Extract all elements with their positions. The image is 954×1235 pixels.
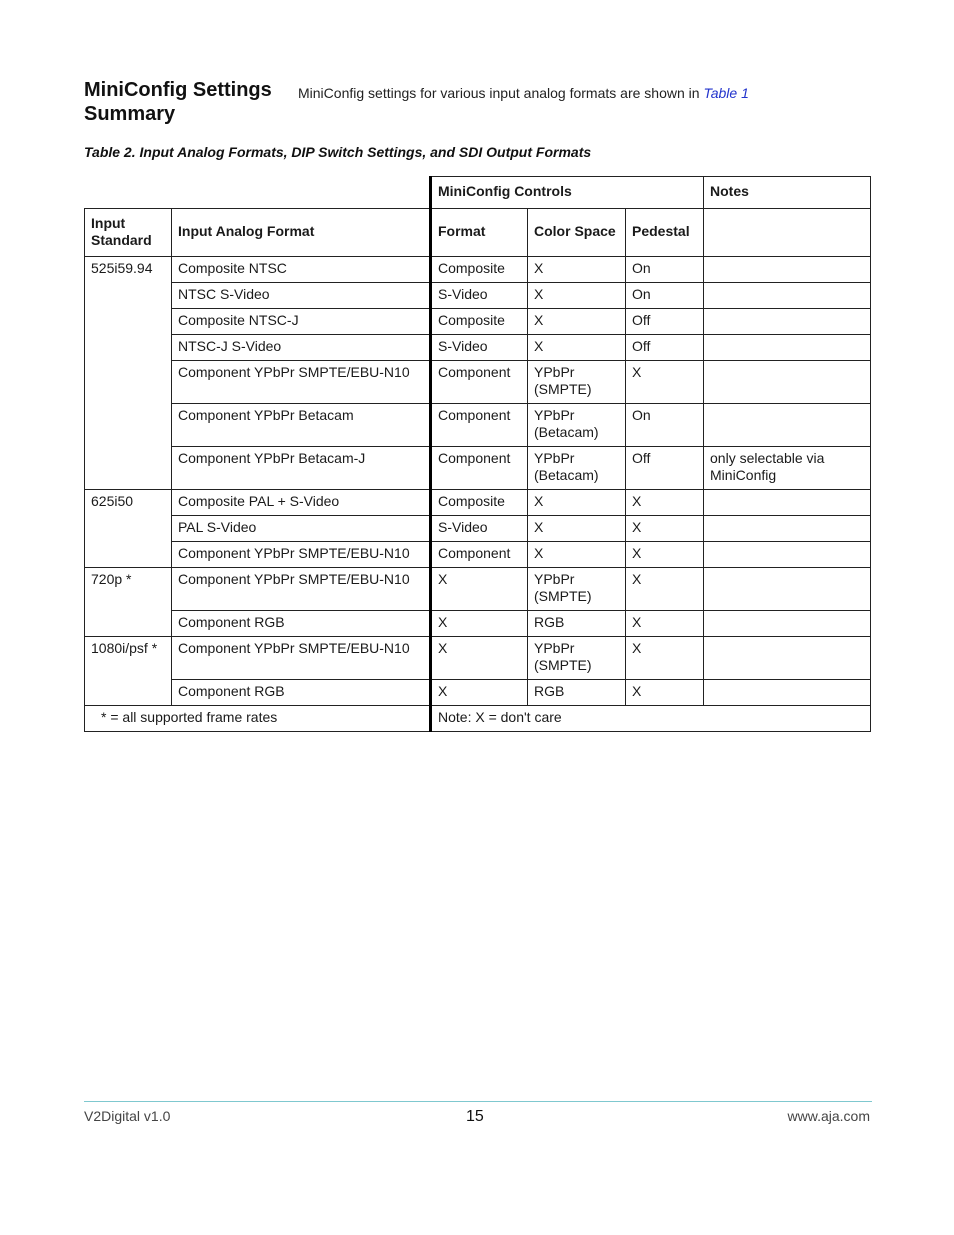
table-1-link[interactable]: Table 1 [703, 85, 749, 101]
notes-cell [704, 335, 871, 361]
input-format-cell: PAL S-Video [172, 516, 431, 542]
pedestal-cell: X [626, 568, 704, 611]
notes-cell: only selectable via MiniConfig [704, 447, 871, 490]
notes-cell [704, 516, 871, 542]
table-caption: Table 2. Input Analog Formats, DIP Switch Settings, and SDI Output Formats [84, 144, 592, 160]
table-body [85, 257, 871, 706]
input-format-cell: Component YPbPr SMPTE/EBU-N10 [172, 361, 431, 404]
input-format-cell: Composite PAL + S-Video [172, 490, 431, 516]
format-cell: S-Video [431, 335, 528, 361]
format-cell: Composite [431, 257, 528, 283]
notes-cell [704, 257, 871, 283]
pedestal-cell: Off [626, 309, 704, 335]
color-space-cell: X [528, 335, 626, 361]
intro-paragraph [298, 84, 749, 102]
notes-header: Notes [704, 177, 871, 209]
table-row [85, 637, 871, 680]
input-format-cell: Composite NTSC-J [172, 309, 431, 335]
color-space-cell: YPbPr (SMPTE) [528, 361, 626, 404]
pedestal-cell: X [626, 611, 704, 637]
input-format-cell: Component YPbPr SMPTE/EBU-N10 [172, 637, 431, 680]
input-standard-cell: 1080i/psf * [85, 637, 172, 706]
color-space-cell: X [528, 490, 626, 516]
pedestal-cell: X [626, 542, 704, 568]
pedestal-cell: On [626, 257, 704, 283]
input-format-cell: Component YPbPr SMPTE/EBU-N10 [172, 568, 431, 611]
pedestal-cell: On [626, 283, 704, 309]
footer-doc-version: V2Digital v1.0 [84, 1108, 171, 1124]
input-format-cell: Component RGB [172, 611, 431, 637]
notes-cell [704, 680, 871, 706]
color-space-cell: RGB [528, 611, 626, 637]
table-row [85, 516, 871, 542]
color-space-header: Color Space [528, 209, 626, 257]
format-cell: Component [431, 404, 528, 447]
input-standard-cell: 525i59.94 [85, 257, 172, 490]
format-cell: Composite [431, 490, 528, 516]
table-row [85, 447, 871, 490]
pedestal-header: Pedestal [626, 209, 704, 257]
format-cell: S-Video [431, 283, 528, 309]
notes-cell [704, 283, 871, 309]
input-format-cell: Composite NTSC [172, 257, 431, 283]
section-heading [84, 78, 284, 126]
notes-cell [704, 361, 871, 404]
pedestal-cell: Off [626, 335, 704, 361]
color-space-cell: YPbPr (Betacam) [528, 404, 626, 447]
format-cell: X [431, 680, 528, 706]
table-row [85, 361, 871, 404]
input-format-cell: Component YPbPr Betacam-J [172, 447, 431, 490]
section-heading-line-2: Summary [84, 103, 176, 125]
miniconfig-controls-header: MiniConfig Controls [431, 177, 704, 209]
format-cell: Component [431, 542, 528, 568]
table-row [85, 611, 871, 637]
input-standard-cell: 720p * [85, 568, 172, 637]
input-format-cell: NTSC-J S-Video [172, 335, 431, 361]
input-standard-cell: 625i50 [85, 490, 172, 568]
input-format-cell: NTSC S-Video [172, 283, 431, 309]
table-row [85, 542, 871, 568]
format-cell: X [431, 568, 528, 611]
pedestal-cell: X [626, 361, 704, 404]
column-header-row [85, 209, 871, 257]
notes-cell [704, 611, 871, 637]
notes-cell [704, 490, 871, 516]
blank-header-cell [85, 177, 431, 209]
intro-text: MiniConfig settings for various input analog formats are shown in [298, 85, 704, 101]
dont-care-note: Note: X = don't care [431, 706, 871, 732]
input-format-cell: Component YPbPr Betacam [172, 404, 431, 447]
table-row [85, 309, 871, 335]
footnote-row [85, 706, 871, 732]
color-space-cell: X [528, 257, 626, 283]
format-cell: Component [431, 447, 528, 490]
pedestal-cell: X [626, 516, 704, 542]
frame-rates-footnote: * = all supported frame rates [85, 706, 431, 732]
color-space-cell: X [528, 516, 626, 542]
section-heading-line-1: MiniConfig Settings [84, 79, 272, 101]
table-row [85, 568, 871, 611]
settings-table [84, 176, 871, 732]
color-space-cell: YPbPr (SMPTE) [528, 568, 626, 611]
input-format-cell: Component RGB [172, 680, 431, 706]
format-cell: Composite [431, 309, 528, 335]
format-cell: Component [431, 361, 528, 404]
color-space-cell: YPbPr (SMPTE) [528, 637, 626, 680]
format-cell: X [431, 611, 528, 637]
input-format-header: Input Analog Format [172, 209, 431, 257]
notes-cell [704, 542, 871, 568]
color-space-cell: X [528, 283, 626, 309]
table-row [85, 257, 871, 283]
pedestal-cell: X [626, 637, 704, 680]
notes-cell [704, 637, 871, 680]
pedestal-cell: On [626, 404, 704, 447]
table-row [85, 335, 871, 361]
footer-divider [84, 1101, 872, 1102]
notes-subheader-cell [704, 209, 871, 257]
footer-website[interactable]: www.aja.com [787, 1108, 870, 1124]
pedestal-cell: X [626, 680, 704, 706]
group-header-row [85, 177, 871, 209]
format-header: Format [431, 209, 528, 257]
color-space-cell: X [528, 309, 626, 335]
input-format-cell: Component YPbPr SMPTE/EBU-N10 [172, 542, 431, 568]
color-space-cell: YPbPr (Betacam) [528, 447, 626, 490]
notes-cell [704, 404, 871, 447]
table-row [85, 680, 871, 706]
notes-cell [704, 568, 871, 611]
table-row [85, 404, 871, 447]
pedestal-cell: X [626, 490, 704, 516]
table-row [85, 283, 871, 309]
format-cell: X [431, 637, 528, 680]
input-standard-header: Input Standard [85, 209, 172, 257]
color-space-cell: X [528, 542, 626, 568]
format-cell: S-Video [431, 516, 528, 542]
pedestal-cell: Off [626, 447, 704, 490]
table-row [85, 490, 871, 516]
notes-cell [704, 309, 871, 335]
footer-page-number: 15 [466, 1108, 484, 1125]
color-space-cell: RGB [528, 680, 626, 706]
